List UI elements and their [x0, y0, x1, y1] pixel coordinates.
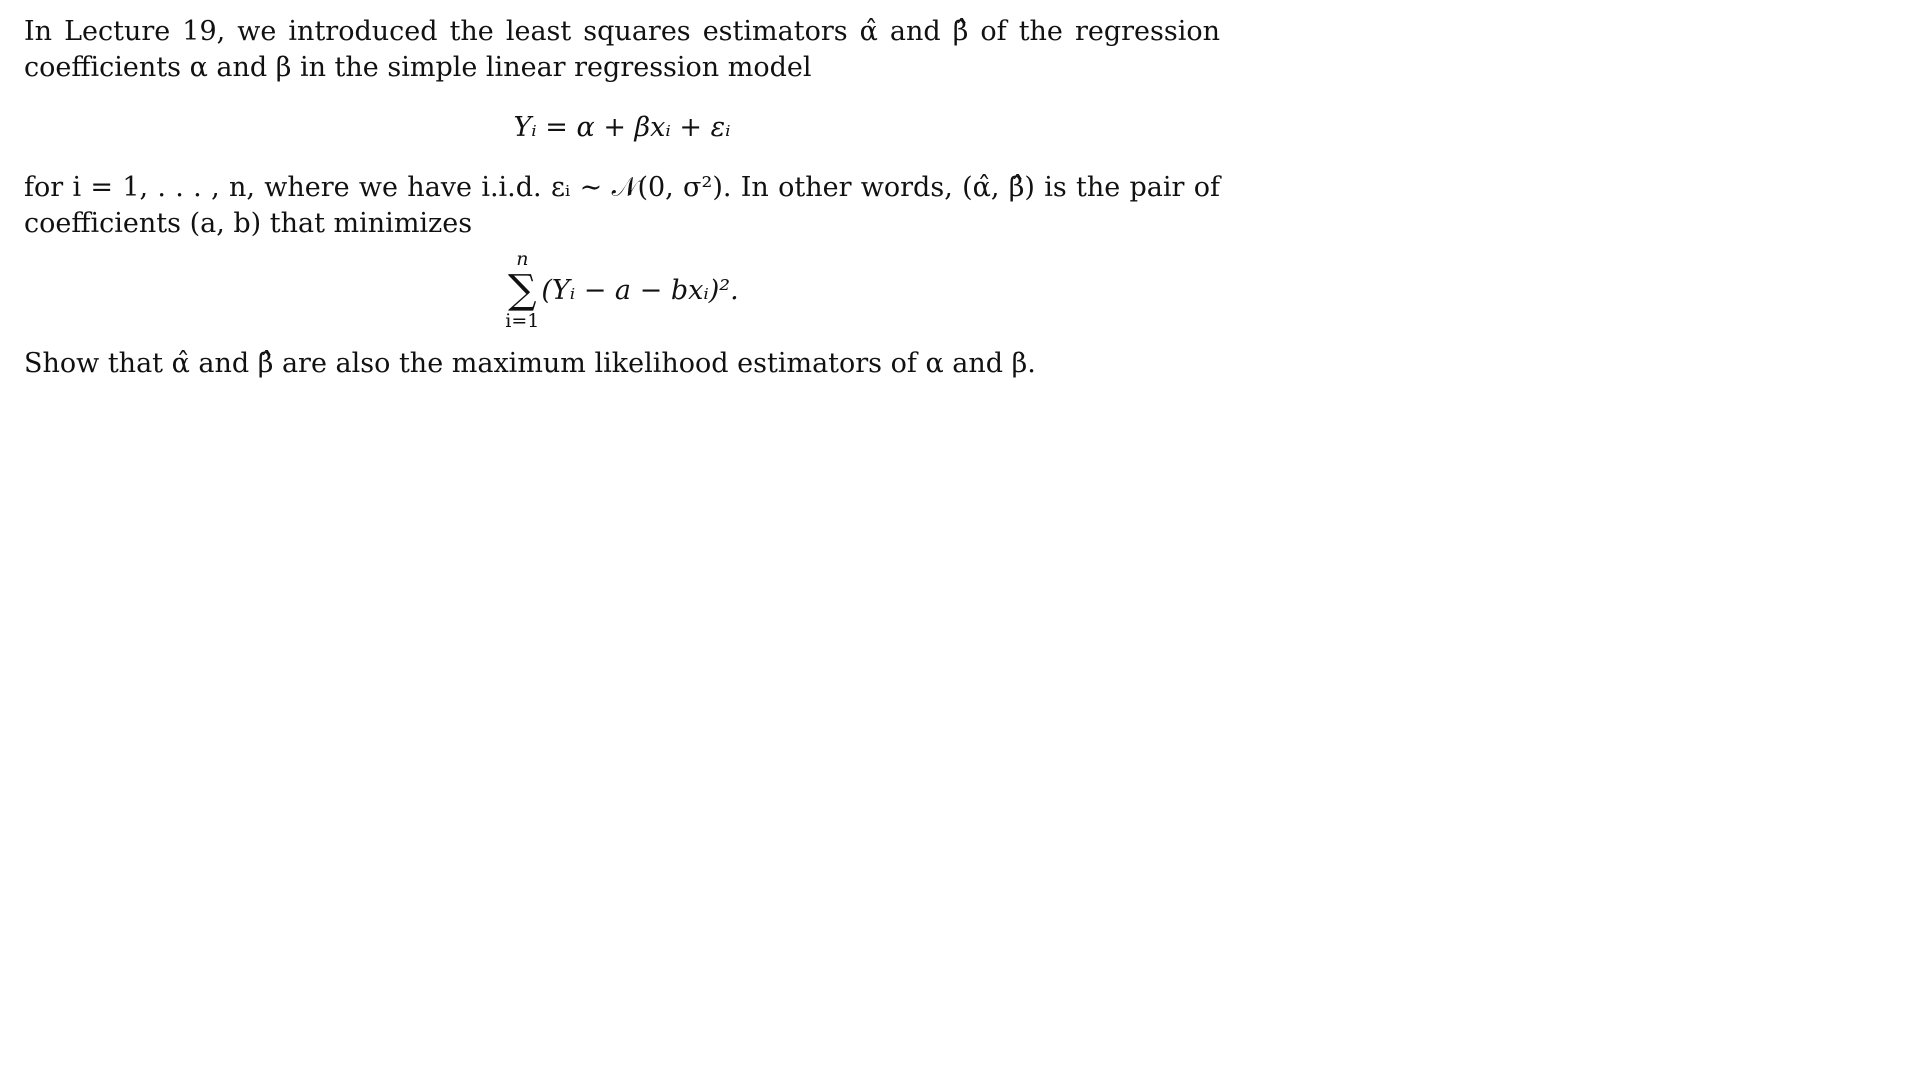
summation-operator [505, 248, 539, 332]
sigma-symbol: ∑ [508, 267, 537, 313]
problem-text [24, 14, 1220, 382]
task-paragraph: Show that α̂ and β̂ are also the maximum likelihood estimators of α and β. [24, 348, 1036, 379]
regression-model-equation [24, 110, 1220, 146]
sum-summand: (Yᵢ − a − bxᵢ)². [541, 275, 739, 306]
sum-upper-limit: n [516, 248, 529, 270]
intro-paragraph: In Lecture 19, we introduced the least squares estimators α̂ and β̂ of the regression coefficients α and β in the simple linear regression model [24, 16, 1220, 83]
sum-lower-limit: i=1 [505, 310, 540, 332]
least-squares-equation [24, 248, 1220, 332]
assumption-paragraph: for i = 1, . . . , n, where we have i.i.d. εᵢ ∼ 𝒩(0, σ²). In other words, (α̂, β̂) is the pair of coefficients (a, b) that minimizes [24, 172, 1220, 239]
regression-model-formula: Yᵢ = α + βxᵢ + εᵢ [513, 112, 731, 143]
